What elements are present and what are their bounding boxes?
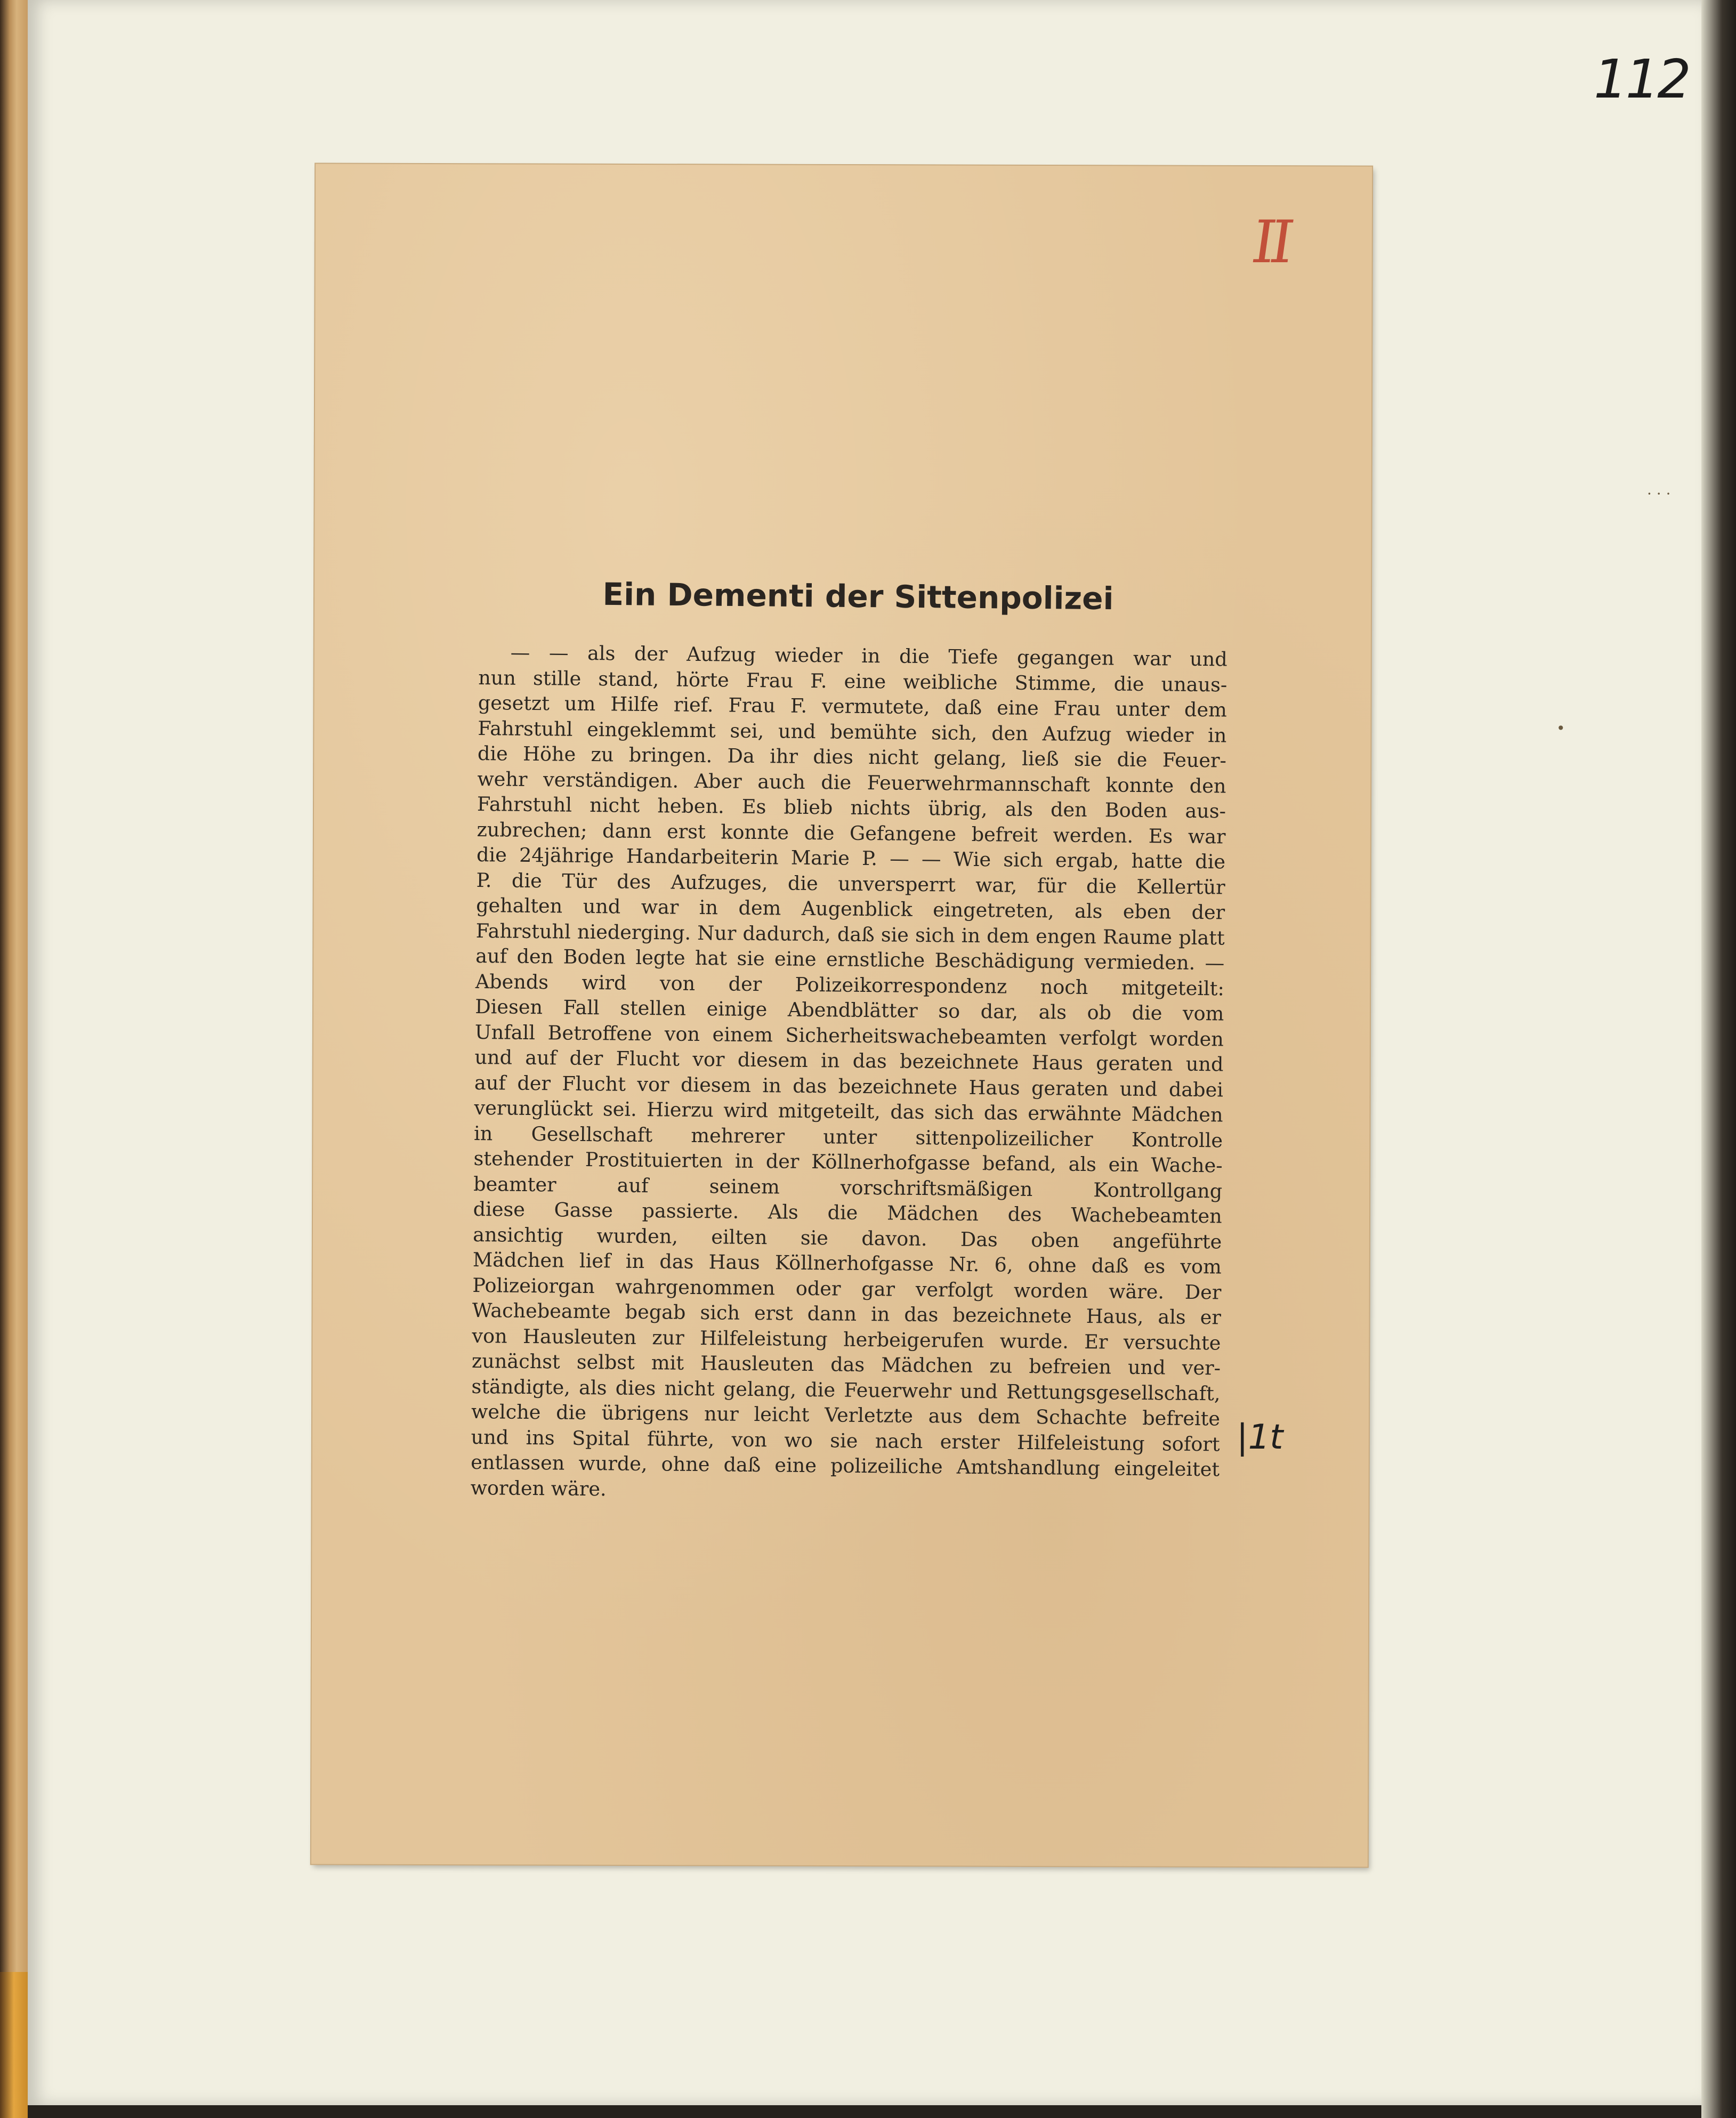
- article-title: Ein Dementi der Sittenpolizei: [602, 576, 1114, 617]
- article-line: entlassen wurde, ohne daß eine polizeiliche Amtshandlung eingeleitet: [470, 1450, 1220, 1481]
- article-line: zunächst selbst mit Hausleuten das Mädchen zu befreien und ver-: [471, 1349, 1221, 1380]
- roman-numeral-mark: II: [1248, 208, 1293, 276]
- article-line: wehr verständigen. Aber auch die Feuerwehrmannschaft konnte den: [477, 767, 1226, 797]
- paper-speck: •: [1556, 720, 1565, 737]
- article-line: Fahrstuhl nicht heben. Es blieb nichts übrig, als den Boden aus-: [477, 792, 1226, 823]
- article-line: welche die übrigens nur leicht Verletzte aus dem Schachte befreite: [471, 1400, 1221, 1430]
- page-number: 112: [1594, 48, 1689, 110]
- article-line: in Gesellschaft mehrerer unter sittenpolizeilicher Kontrolle: [473, 1121, 1223, 1152]
- album-spine: [0, 0, 28, 2118]
- article-line: auf den Boden legte hat sie eine ernstliche Beschädigung vermieden. —: [475, 944, 1225, 975]
- article-line: diese Gasse passierte. Als die Mädchen des Wachebeamten: [473, 1197, 1222, 1228]
- album-edge: [1701, 0, 1736, 2118]
- article-line: Mädchen lief in das Haus Köllnerhofgasse Nr. 6, ohne daß es vom: [472, 1248, 1222, 1279]
- article-line: die 24jährige Handarbeiterin Marie P. — — Wie sich ergab, hatte die: [476, 843, 1226, 874]
- article-line: Unfall Betroffene von einem Sicherheitswachebeamten verfolgt worden: [474, 1020, 1224, 1050]
- article-line: und ins Spital führte, von wo sie nach erster Hilfeleistung sofort: [471, 1425, 1220, 1456]
- article-line: auf der Flucht vor diesem in das bezeichnete Haus geraten und dabei: [474, 1071, 1224, 1101]
- article-body: [470, 640, 1227, 1507]
- article-line: Fahrstuhl niederging. Nur dadurch, daß sie sich in dem engen Raume platt: [475, 919, 1225, 949]
- article-line: die Höhe zu bringen. Da ihr dies nicht gelang, ließ sie die Feuer-: [477, 741, 1227, 772]
- article-line: Polizeiorgan wahrgenommen oder gar verfolgt worden wäre. Der: [472, 1273, 1222, 1304]
- article-line: Fahrstuhl eingeklemmt sei, und bemühte sich, den Aufzug wieder in: [478, 716, 1227, 747]
- article-line: worden wäre.: [470, 1476, 607, 1500]
- article-line: gesetzt um Hilfe rief. Frau F. vermutete, daß eine Frau unter dem: [478, 691, 1228, 722]
- article-line: gehalten und war in dem Augenblick eingetreten, als eben der: [476, 893, 1225, 924]
- article-line: Diesen Fall stellen einige Abendblätter so dar, als ob die vom: [475, 995, 1224, 1025]
- article-line: ständigte, als dies nicht gelang, die Feuerwehr und Rettungsgesellschaft,: [471, 1375, 1221, 1405]
- article-line: Wachebeamte begab sich erst dann in das bezeichnete Haus, als er: [472, 1298, 1222, 1329]
- article-line: nun stille stand, hörte Frau F. eine weibliche Stimme, die unaus-: [478, 666, 1228, 696]
- article-line: und auf der Flucht vor diesem in das bezeichnete Haus geraten und: [474, 1045, 1224, 1076]
- handwritten-margin-mark: |1t: [1237, 1418, 1283, 1457]
- article-line: stehender Prostituierten in der Köllnerhofgasse befand, als ein Wache-: [473, 1146, 1223, 1177]
- article-line: verunglückt sei. Hierzu wird mitgeteilt, das sich das erwähnte Mädchen: [474, 1096, 1223, 1127]
- article-line: Abends wird von der Polizeikorrespondenz noch mitgeteilt:: [475, 969, 1224, 1000]
- article-line: beamter auf seinem vorschriftsmäßigen Kontrollgang: [473, 1172, 1223, 1202]
- album-spine-tab: [0, 1972, 28, 2118]
- paper-speck: · · ·: [1647, 485, 1671, 503]
- article-line: ansichtig wurden, eilten sie davon. Das oben angeführte: [473, 1223, 1222, 1253]
- article-line: — — als der Aufzug wieder in die Tiefe gegangen war und: [510, 641, 1228, 671]
- article-line: zubrechen; dann erst konnte die Gefangene befreit werden. Es war: [477, 818, 1226, 848]
- article-line: P. die Tür des Aufzuges, die unversperrt war, für die Kellertür: [476, 868, 1225, 899]
- article-line: von Hausleuten zur Hilfeleistung herbeigerufen wurde. Er versuchte: [472, 1324, 1221, 1354]
